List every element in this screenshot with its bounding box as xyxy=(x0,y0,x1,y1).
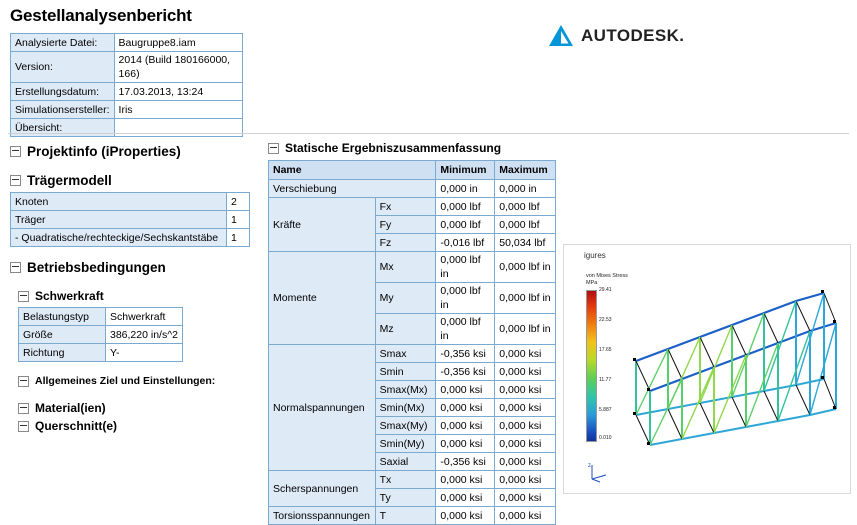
result-sub-label: Smax xyxy=(375,345,436,363)
table-row xyxy=(11,34,243,52)
gravity-label: Belastungstyp xyxy=(19,308,106,326)
section-label: Allgemeines Ziel und Einstellungen: xyxy=(35,375,216,387)
axis-tripod-icon xyxy=(588,461,610,485)
result-max: 0,000 lbf xyxy=(495,198,556,216)
result-min: 0,000 ksi xyxy=(436,507,495,525)
table-row xyxy=(11,52,243,83)
section-project-info[interactable] xyxy=(10,144,260,159)
result-sub-label: Tx xyxy=(375,471,436,489)
result-min: 0,000 ksi xyxy=(436,399,495,417)
result-max: 0,000 ksi xyxy=(495,471,556,489)
result-max: 0,000 ksi xyxy=(495,435,556,453)
result-min: 0,000 in xyxy=(436,180,495,198)
collapse-icon[interactable] xyxy=(18,291,29,302)
result-max: 50,034 lbf xyxy=(495,234,556,252)
result-max: 0,000 ksi xyxy=(495,363,556,381)
col-header-maximum: Maximum xyxy=(495,161,556,180)
collapse-icon[interactable] xyxy=(18,421,29,432)
results-section-label: Statische Ergebniszusammenfassung xyxy=(285,141,502,155)
result-max: 0,000 ksi xyxy=(495,507,556,525)
table-row xyxy=(269,198,556,216)
table-row xyxy=(19,308,183,326)
legend-tick: 5.887 xyxy=(599,407,612,413)
info-value: 17.03.2013, 13:24 xyxy=(114,83,242,101)
info-label: Übersicht: xyxy=(11,119,115,137)
result-sub-label: Smin xyxy=(375,363,436,381)
col-header-minimum: Minimum xyxy=(436,161,495,180)
section-label: Projektinfo (iProperties) xyxy=(27,144,181,159)
legend-tick: 11.77 xyxy=(599,377,612,383)
figure-caption: igures xyxy=(584,251,606,260)
result-group-label: Torsionsspannungen xyxy=(269,507,376,525)
result-sub-label: Mx xyxy=(375,252,436,283)
gravity-label: Größe xyxy=(19,326,106,344)
info-label: Version: xyxy=(11,52,115,83)
result-min: -0,356 ksi xyxy=(436,453,495,471)
header-divider xyxy=(8,133,849,134)
table-row xyxy=(19,326,183,344)
table-header-row xyxy=(269,161,556,180)
collapse-icon[interactable] xyxy=(10,175,21,186)
section-operating-conditions[interactable] xyxy=(10,260,260,275)
section-gravity[interactable] xyxy=(18,289,260,303)
table-row xyxy=(269,345,556,363)
result-min: 0,000 ksi xyxy=(436,435,495,453)
result-min: 0,000 ksi xyxy=(436,471,495,489)
result-max: 0,000 ksi xyxy=(495,489,556,507)
section-materials[interactable] xyxy=(18,401,260,415)
section-label: Trägermodell xyxy=(27,173,112,188)
result-sub-label: Fz xyxy=(375,234,436,252)
result-min: 0,000 lbf in xyxy=(436,283,495,314)
table-row xyxy=(11,229,250,247)
gravity-value: 386,220 in/s^2 xyxy=(106,326,183,344)
svg-text:z: z xyxy=(588,463,591,469)
section-general-goal[interactable] xyxy=(18,375,260,387)
collapse-icon[interactable] xyxy=(268,143,279,154)
beam-value: 1 xyxy=(227,229,250,247)
table-row xyxy=(11,101,243,119)
section-label: Querschnitt(e) xyxy=(35,419,118,433)
info-value: 2014 (Build 180166000, 166) xyxy=(114,52,242,83)
result-min: -0,016 lbf xyxy=(436,234,495,252)
info-value: Baugruppe8.iam xyxy=(114,34,242,52)
info-label: Analysierte Datei: xyxy=(11,34,115,52)
result-max: 0,000 ksi xyxy=(495,453,556,471)
autodesk-mark-icon xyxy=(548,24,574,48)
result-sub-label: My xyxy=(375,283,436,314)
beam-value: 1 xyxy=(227,211,250,229)
result-max: 0,000 ksi xyxy=(495,381,556,399)
table-row xyxy=(11,193,250,211)
result-sub-label: Saxial xyxy=(375,453,436,471)
table-row xyxy=(269,471,556,489)
gravity-label: Richtung xyxy=(19,344,106,362)
table-row xyxy=(269,252,556,283)
result-sub-label: Smin(My) xyxy=(375,435,436,453)
result-group-label: Momente xyxy=(269,252,376,345)
result-max: 0,000 ksi xyxy=(495,417,556,435)
result-min: 0,000 lbf xyxy=(436,198,495,216)
info-value: Iris xyxy=(114,101,242,119)
result-max: 0,000 in xyxy=(495,180,556,198)
static-results-section xyxy=(268,141,556,525)
beam-label: - Quadratische/rechteckige/Sechskantstäbe xyxy=(11,229,227,247)
beam-label: Knoten xyxy=(11,193,227,211)
result-min: 0,000 ksi xyxy=(436,381,495,399)
col-header-name: Name xyxy=(269,161,436,180)
table-row xyxy=(269,180,556,198)
result-group-label: Verschiebung xyxy=(269,180,436,198)
section-cross-sections[interactable] xyxy=(18,419,260,433)
result-max: 0,000 lbf in xyxy=(495,283,556,314)
result-min: -0,356 ksi xyxy=(436,345,495,363)
results-figure-panel xyxy=(563,244,851,494)
results-section-header[interactable] xyxy=(268,141,556,155)
legend-tick: 0.010 xyxy=(599,435,612,441)
result-min: 0,000 lbf xyxy=(436,216,495,234)
collapse-icon[interactable] xyxy=(18,403,29,414)
section-label: Betriebsbedingungen xyxy=(27,260,166,275)
legend-tick: 22.53 xyxy=(599,317,612,323)
result-min: 0,000 ksi xyxy=(436,417,495,435)
result-sub-label: Smax(My) xyxy=(375,417,436,435)
legend-unit: MPa xyxy=(586,280,598,286)
result-max: 0,000 lbf in xyxy=(495,314,556,345)
static-results-table xyxy=(268,160,556,525)
beam-value: 2 xyxy=(227,193,250,211)
gravity-value: Y- xyxy=(106,344,183,362)
collapse-icon[interactable] xyxy=(18,376,29,387)
result-group-label: Kräfte xyxy=(269,198,376,252)
info-label: Simulationsersteller: xyxy=(11,101,115,119)
table-row xyxy=(11,83,243,101)
result-min: 0,000 lbf in xyxy=(436,252,495,283)
legend-tick: 17.65 xyxy=(599,347,612,353)
result-sub-label: Smax(Mx) xyxy=(375,381,436,399)
result-sub-label: Fy xyxy=(375,216,436,234)
left-tree-column xyxy=(10,144,260,437)
autodesk-logo xyxy=(548,24,684,48)
result-max: 0,000 lbf xyxy=(495,216,556,234)
table-row xyxy=(19,344,183,362)
legend-tick: 29.41 xyxy=(599,287,612,293)
result-max: 0,000 lbf in xyxy=(495,252,556,283)
result-sub-label: T xyxy=(375,507,436,525)
legend-color-bar xyxy=(586,290,597,442)
section-beam-model[interactable] xyxy=(10,173,260,188)
result-group-label: Scherspannungen xyxy=(269,471,376,507)
beam-label: Träger xyxy=(11,211,227,229)
legend-title: von Mises Stress xyxy=(586,273,628,279)
result-sub-label: Mz xyxy=(375,314,436,345)
gravity-value: Schwerkraft xyxy=(106,308,183,326)
collapse-icon[interactable] xyxy=(10,146,21,157)
result-sub-label: Ty xyxy=(375,489,436,507)
result-sub-label: Smin(Mx) xyxy=(375,399,436,417)
truss-model-figure xyxy=(624,275,850,475)
result-min: 0,000 lbf in xyxy=(436,314,495,345)
result-min: -0,356 ksi xyxy=(436,363,495,381)
beam-model-table xyxy=(10,192,250,247)
section-label: Material(ien) xyxy=(35,401,106,415)
info-label: Erstellungsdatum: xyxy=(11,83,115,101)
result-sub-label: Fx xyxy=(375,198,436,216)
collapse-icon[interactable] xyxy=(10,262,21,273)
autodesk-wordmark: AUTODESK. xyxy=(581,26,685,45)
section-label: Schwerkraft xyxy=(35,289,104,303)
document-info-table xyxy=(10,33,243,137)
table-row xyxy=(269,507,556,525)
result-min: 0,000 ksi xyxy=(436,489,495,507)
result-max: 0,000 ksi xyxy=(495,399,556,417)
page-title: Gestellanalysenbericht xyxy=(10,6,192,25)
result-group-label: Normalspannungen xyxy=(269,345,376,471)
result-max: 0,000 ksi xyxy=(495,345,556,363)
table-row xyxy=(11,211,250,229)
gravity-table xyxy=(18,307,183,362)
